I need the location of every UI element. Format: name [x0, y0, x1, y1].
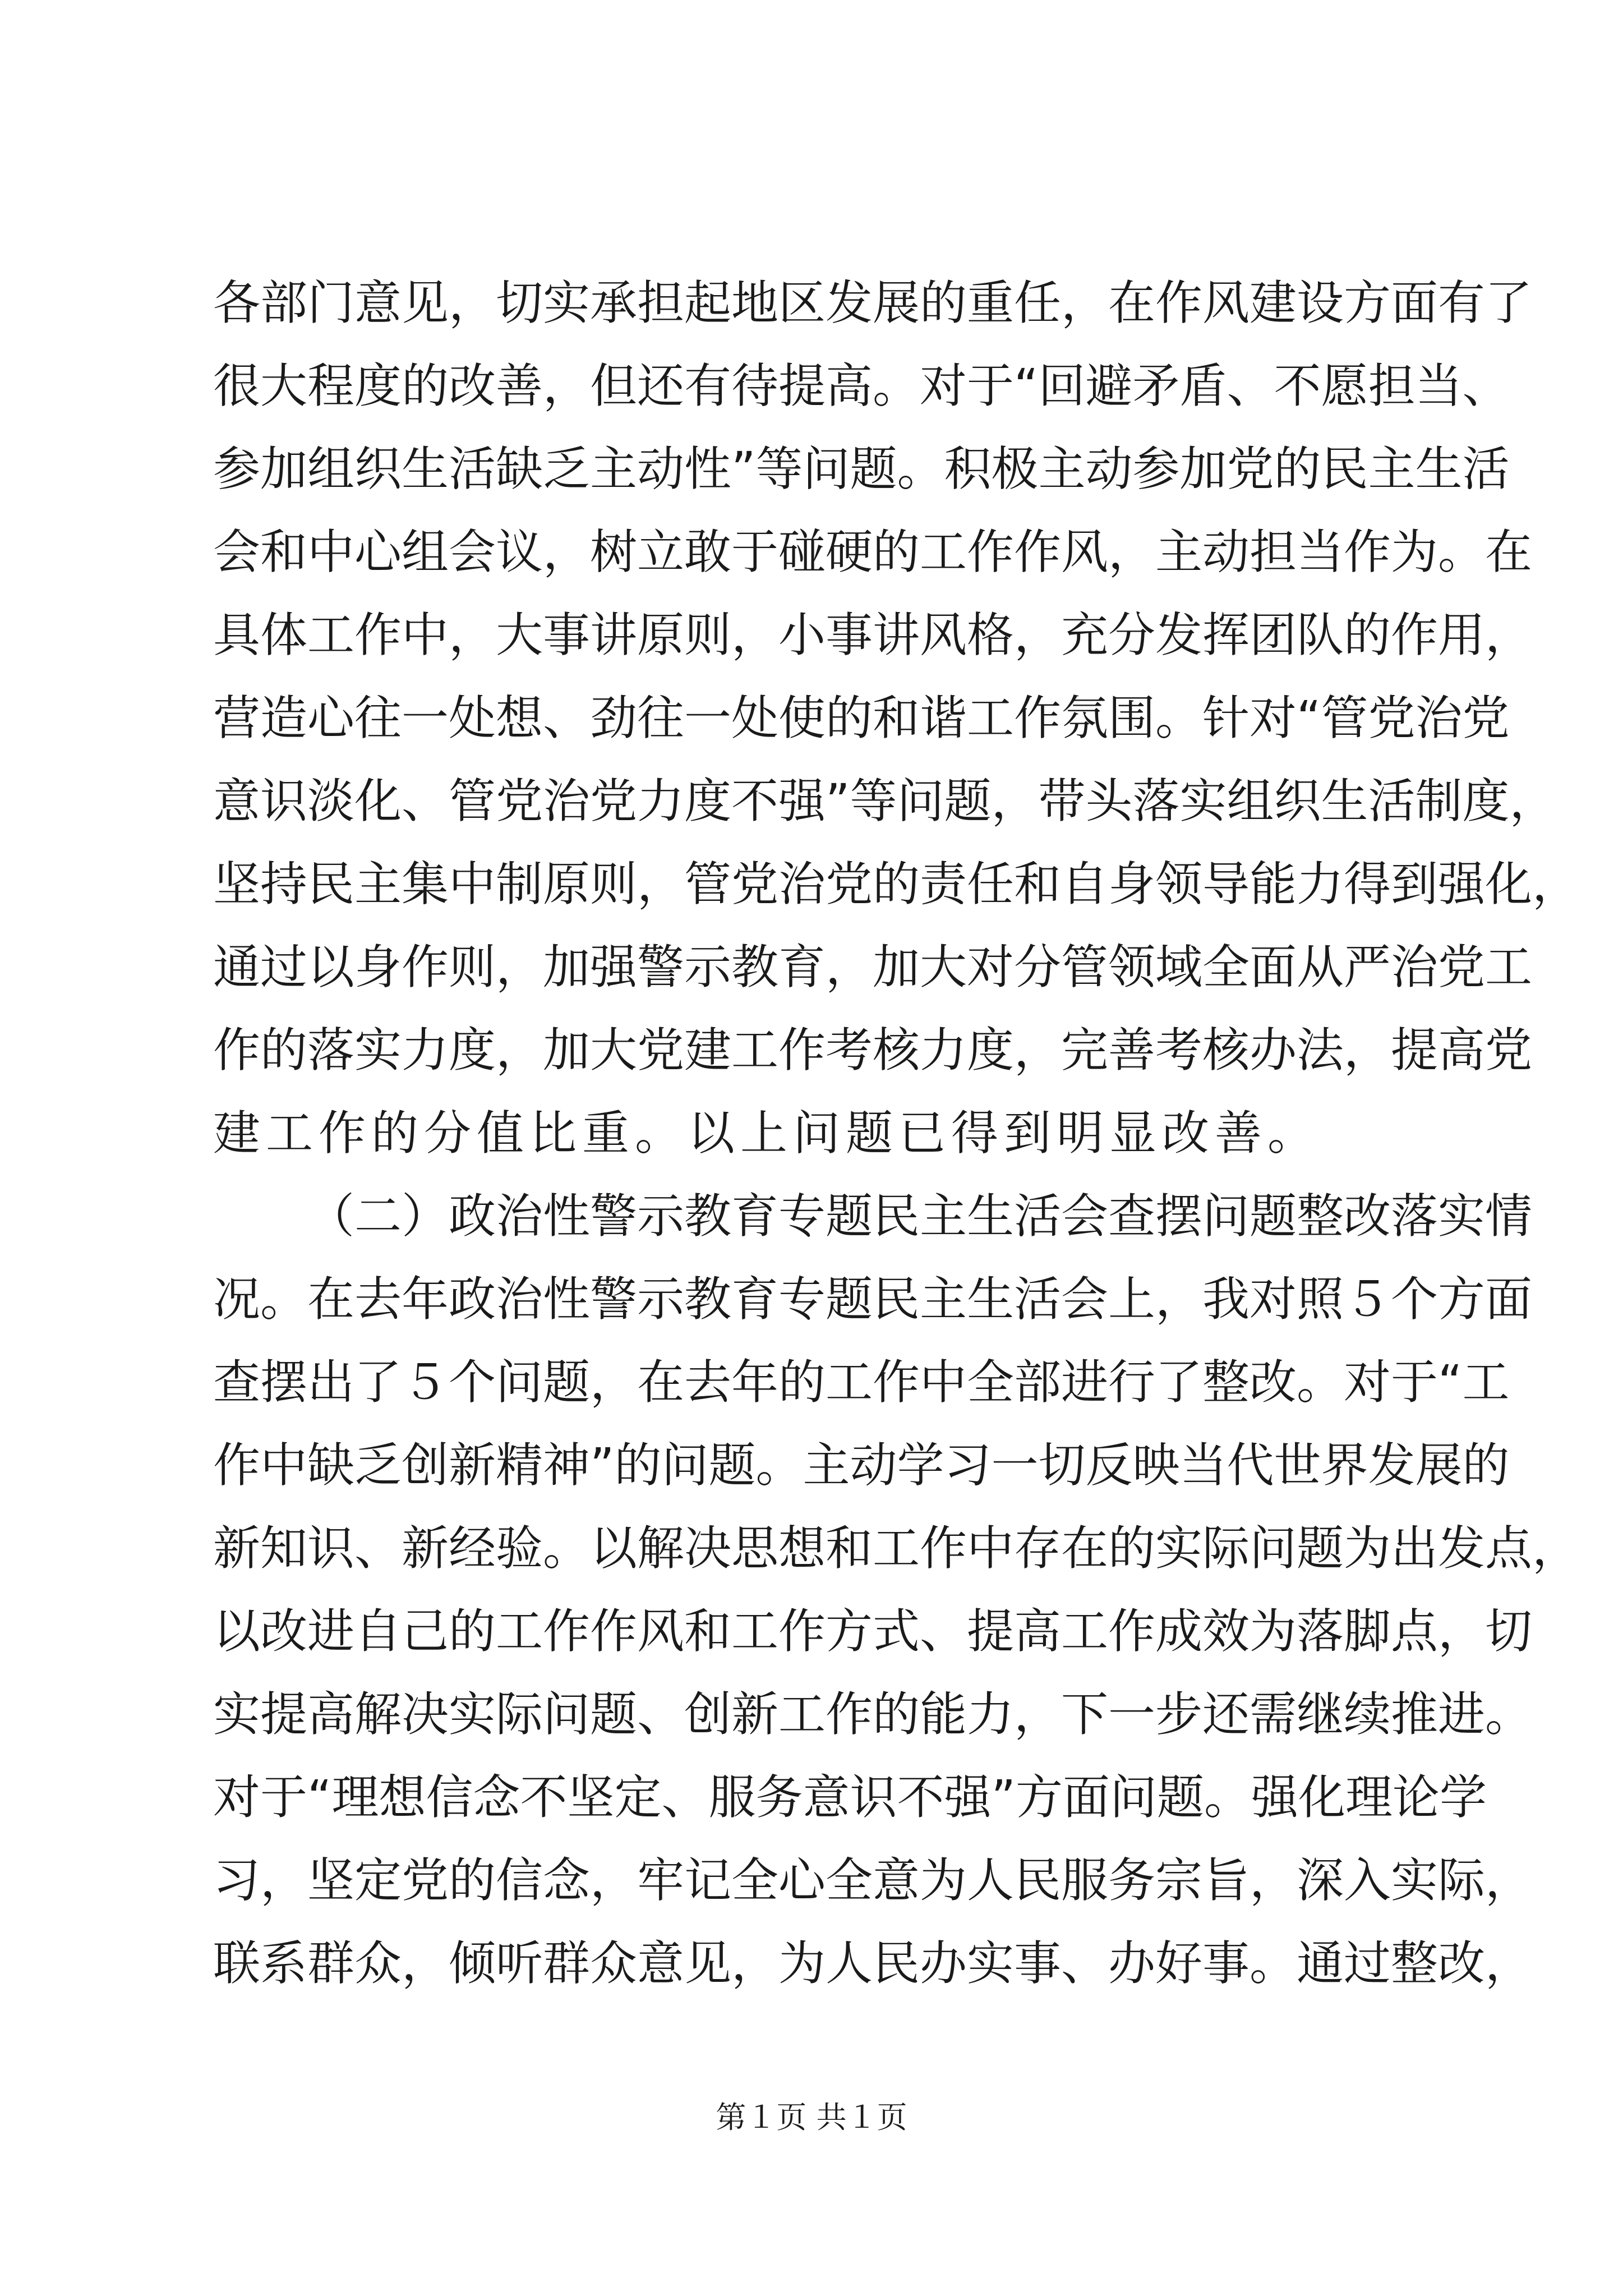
text-line: 作的落实力度，加大党建工作考核力度，完善考核办法，提高党: [213, 1023, 1533, 1078]
page-number-footer: 第１页 共１页: [716, 2100, 907, 2135]
text-line: 查摆出了５个问题，在去年的工作中全部进行了整改。对于“工: [213, 1355, 1510, 1410]
text-line: 坚持民主集中制原则，管党治党的责任和自身领导能力得到强化，: [213, 857, 1580, 912]
text-line: 习，坚定党的信念，牢记全心全意为人民服务宗旨，深入实际，: [213, 1853, 1533, 1908]
text-line: 以改进自己的工作作风和工作方式、提高工作成效为落脚点，切: [213, 1604, 1533, 1659]
text-line: 各部门意见，切实承担起地区发展的重任，在作风建设方面有了: [213, 275, 1533, 330]
text-line: 新知识、新经验。以解决思想和工作中存在的实际问题为出发点，: [213, 1521, 1580, 1576]
text-line: 通过以身作则，加强警示教育，加大对分管领域全面从严治党工: [213, 940, 1533, 995]
text-line: 参加组织生活缺乏主动性”等问题。积极主动参加党的民主生活: [213, 441, 1510, 496]
text-line: 会和中心组会议，树立敢于碰硬的工作作风，主动担当作为。在: [213, 524, 1533, 579]
text-line: 实提高解决实际问题、创新工作的能力，下一步还需继续推进。: [213, 1687, 1533, 1742]
section-heading-line: （二）政治性警示教育专题民主生活会查摆问题整改落实情: [307, 1189, 1533, 1244]
text-line: 意识淡化、管党治党力度不强”等问题，带头落实组织生活制度，: [213, 774, 1557, 829]
text-line-paragraph-end: 建工作的分值比重。以上问题已得到明显改善。: [213, 1106, 1321, 1161]
text-line: 作中缺乏创新精神”的问题。主动学习一切反映当代世界发展的: [213, 1438, 1510, 1493]
text-line: 对于“理想信念不坚定、服务意识不强”方面问题。强化理论学: [213, 1770, 1487, 1825]
body-text: [213, 261, 1580, 2005]
text-line: 具体工作中，大事讲原则，小事讲风格，充分发挥团队的作用，: [213, 608, 1533, 662]
text-line: 况。在去年政治性警示教育专题民主生活会上，我对照５个方面: [213, 1272, 1533, 1327]
text-line: 联系群众，倾听群众意见，为人民办实事、办好事。通过整改，: [213, 1936, 1533, 1991]
text-line: 营造心往一处想、劲往一处使的和谐工作氛围。针对“管党治党: [213, 691, 1510, 746]
text-line: 很大程度的改善，但还有待提高。对于“回避矛盾、不愿担当、: [213, 358, 1510, 413]
